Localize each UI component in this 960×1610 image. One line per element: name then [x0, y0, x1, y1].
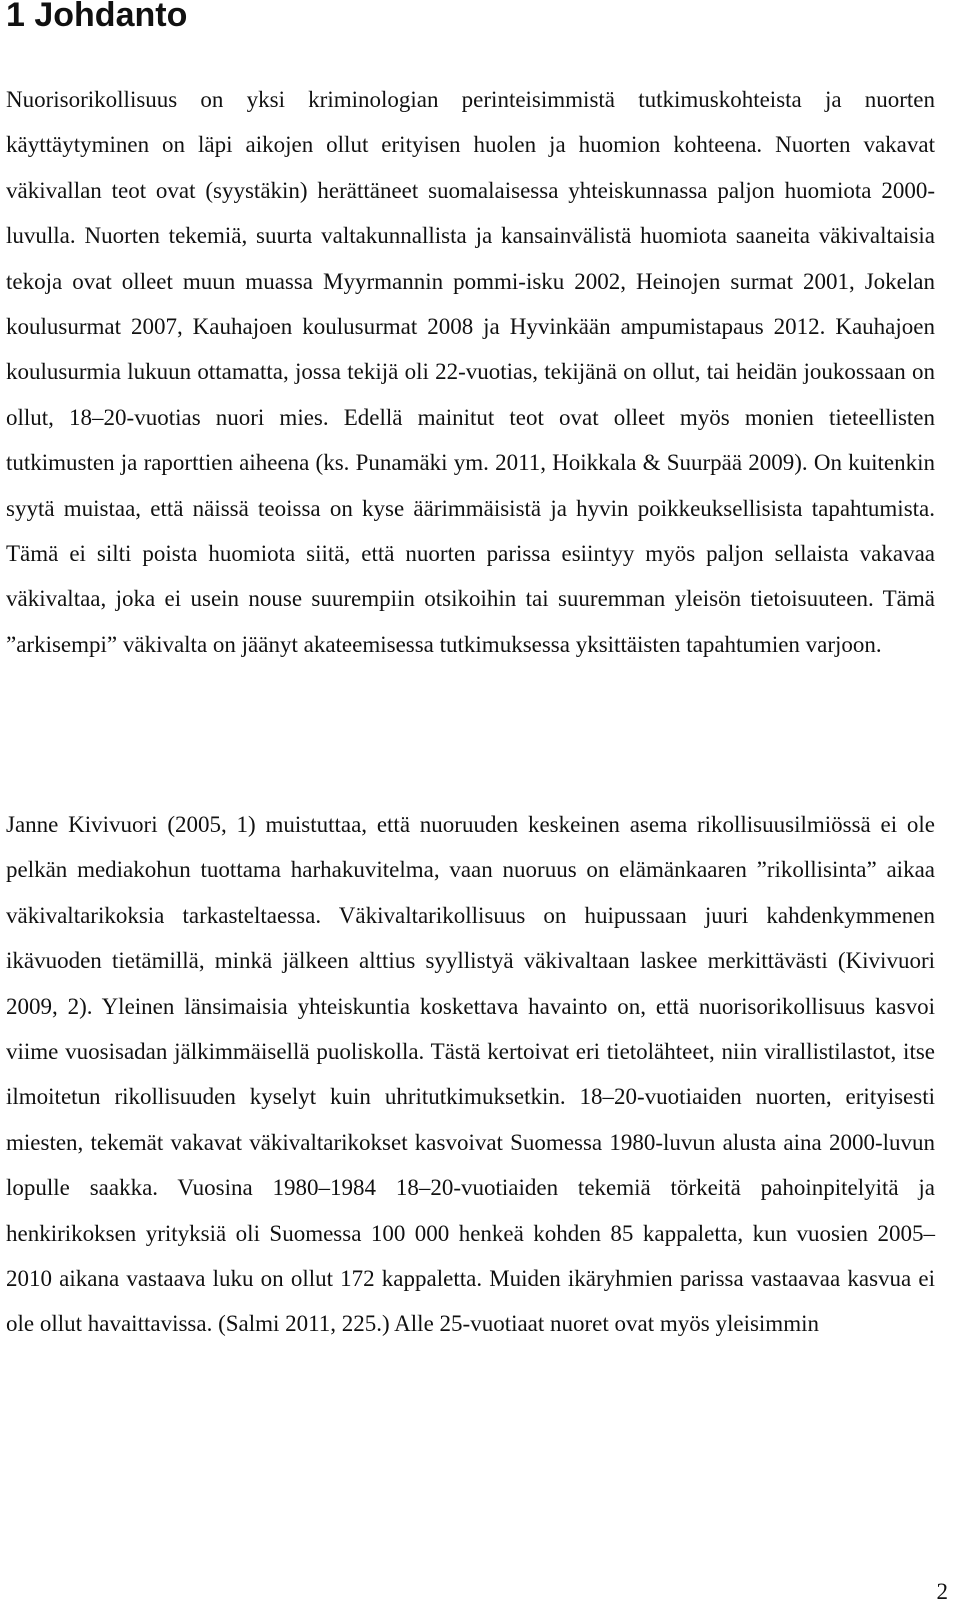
section-heading: 1 Johdanto	[6, 0, 188, 34]
body-paragraph-2: Janne Kivivuori (2005, 1) muistuttaa, että nuoruuden keskeinen asema rikollisuusilmiössä ei ole pelkän mediakohun tuottama harhakuvitelma, vaan nuoruus on elämänkaaren ”rikollisinta” aikaa väkivaltarikoksia tarkasteltaessa. Väkivaltarikollisuus on huipussaan juuri kahdenkymmenen ikävuoden tietämillä, minkä jälkeen alttius syyllistyä väkivaltaan laskee merkittävästi (Kivivuori 2009, 2). Yleinen länsimaisia yhteiskuntia koskettava havainto on, että nuorisorikollisuus kasvoi viime vuosisadan jälkimmäisellä puoliskolla. Tästä kertoivat eri tietolähteet, niin virallistilastot, itse ilmoitetun rikollisuuden kyselyt kuin uhritutkimuksetkin. 18–20-vuotiaiden nuorten, erityisesti miesten, tekemät vakavat väkivaltarikokset kasvoivat Suomessa 1980-luvun alusta aina 2000-luvun lopulle saakka. Vuosina 1980–1984 18–20-vuotiaiden tekemiä törkeitä pahoinpitelyitä ja henkirikoksen yrityksiä oli Suomessa 100 000 henkeä kohden 85 kappaletta, kun vuosien 2005–2010 aikana vastaava luku on ollut 172 kappaletta. Muiden ikäryhmien parissa vastaavaa kasvua ei ole ollut havaittavissa. (Salmi 2011, 225.) Alle 25-vuotiaat nuoret ovat myös yleisimmin	[6, 812, 935, 1337]
body-paragraph-1: Nuorisorikollisuus on yksi kriminologian perinteisimmistä tutkimuskohteista ja nuorten käyttäytyminen on läpi aikojen ollut erityisen huolen ja huomion kohteena. Nuorten vakavat väkivallan teot ovat (syystäkin) herättäneet suomalaisessa yhteiskunnassa paljon huomiota 2000-luvulla. Nuorten tekemiä, suurta valtakunnallista ja kansainvälistä huomiota saaneita väkivaltaisia tekoja ovat olleet muun muassa Myyrmannin pommi-isku 2002, Heinojen surmat 2001, Jokelan koulusurmat 2007, Kauhajoen koulusurmat 2008 ja Hyvinkään ampumistapaus 2012. Kauhajoen koulusurmia lukuun ottamatta, jossa tekijä oli 22-vuotias, tekijänä on ollut, tai heidän joukossaan on ollut, 18–20-vuotias nuori mies. Edellä mainitut teot ovat olleet myös monien tieteellisten tutkimusten ja raporttien aiheena (ks. Punamäki ym. 2011, Hoikkala & Suurpää 2009). On kuitenkin syytä muistaa, että näissä teoissa on kyse äärimmäisistä ja hyvin poikkeuksellisista tapahtumista. Tämä ei silti poista huomiota siitä, että nuorten parissa esiintyy myös paljon sellaista vakavaa väkivaltaa, joka ei usein nouse suurempiin otsikoihin tai suuremman yleisön tietoisuuteen. Tämä ”arkisempi” väkivalta on jäänyt akateemisessa tutkimuksessa yksittäisten tapahtumien varjoon.	[6, 87, 935, 657]
page-number: 2	[936, 1579, 948, 1604]
